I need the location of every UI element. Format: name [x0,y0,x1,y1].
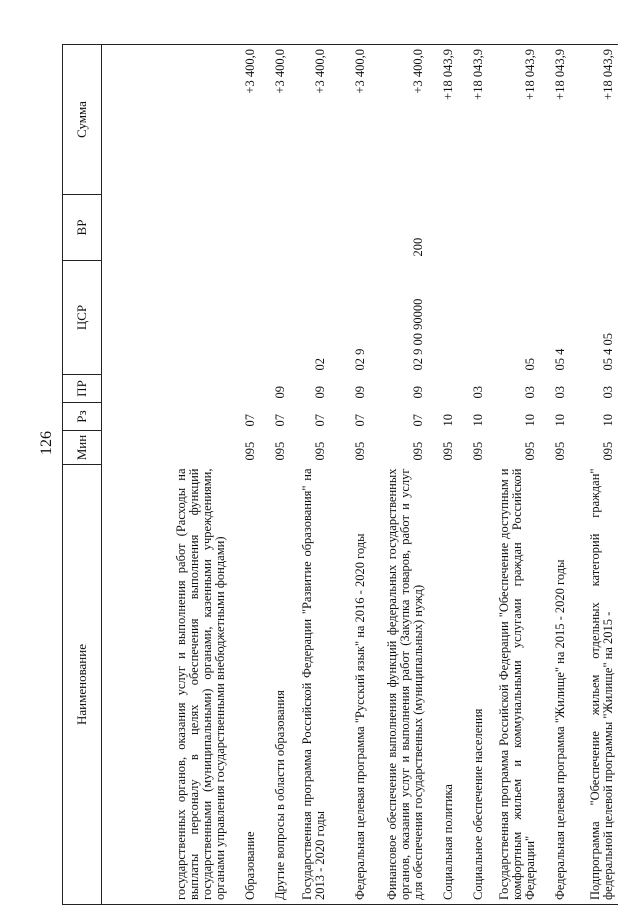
cell-min: 095 [411,441,426,461]
header-min: Мин [63,431,102,465]
cell-name: Другие вопросы в области образования [260,465,290,905]
cell-rz: 10 [471,414,486,427]
cell-csr: 02 9 [353,348,368,371]
cell-sum: +18 043,9 [488,45,540,195]
header-csr: ЦСР [63,261,102,375]
cell-csr: 05 [523,358,538,371]
cell-pr [230,375,260,403]
budget-table [62,44,618,905]
cell-vr [488,195,540,261]
cell-min: 095 [243,441,258,461]
cell-pr: 09 [313,386,328,399]
cell-vr [290,195,330,261]
cell-min: 095 [313,441,328,461]
cell-csr: 02 [313,358,328,371]
cell-pr: 03 [601,386,616,399]
cell-sum: +3 400,0 [370,45,428,195]
header-sum: Сумма [63,45,102,195]
cell-name: Федеральная целевая программа "Русский язык" на 2016 - 2020 годы [330,465,370,905]
cell-rz: 10 [441,414,456,427]
header-rz: Рз [63,403,102,431]
cell-vr [230,195,260,261]
cell-min: 095 [523,441,538,461]
cell-name: Социальная политика [428,465,458,905]
cell-vr [428,195,458,261]
cell-vr [330,195,370,261]
cell-rz: 07 [411,414,426,427]
rotated-page-content [62,45,622,905]
table-row [458,45,488,905]
cell-pr: 09 [353,386,368,399]
cell-sum: +18 043,9 [570,45,618,195]
cell-pr: 03 [553,386,568,399]
table-row [370,45,428,905]
header-name: Наименование [63,465,102,905]
cell-min [102,431,230,465]
cell-sum: +3 400,0 [260,45,290,195]
cell-csr [102,261,230,375]
cell-pr [102,375,230,403]
cell-vr [540,195,570,261]
cell-pr: 09 [273,386,288,399]
table-row [488,45,540,905]
cell-name: Федеральная целевая программа "Жилище" на 2015 - 2020 годы [540,465,570,905]
cell-min: 095 [441,441,456,461]
cell-vr [458,195,488,261]
cell-name: Финансовое обеспечение выполнения функций федеральных государственных органов, оказания услуг и выполнения работ (Закупка товаров, работ и услуг для обеспечения государственных (муниципальных) нужд) [370,465,428,905]
table-header-row [63,45,102,905]
cell-sum: +3 400,0 [290,45,330,195]
cell-min: 095 [471,441,486,461]
cell-min: 095 [353,441,368,461]
cell-pr [428,375,458,403]
cell-min: 095 [601,441,616,461]
table-body [102,45,618,905]
cell-rz: 07 [353,414,368,427]
cell-rz: 07 [243,414,258,427]
table-row [230,45,260,905]
cell-csr: 05 4 05 [601,333,616,371]
page-number: 126 [38,431,55,455]
cell-sum: +18 043,9 [540,45,570,195]
table-row [428,45,458,905]
table-row [290,45,330,905]
cell-sum: +18 043,9 [428,45,458,195]
cell-vr [102,195,230,261]
cell-rz [102,403,230,431]
cell-sum: +3 400,0 [230,45,260,195]
cell-name: государственных органов, оказания услуг и выполнения работ (Расходы на выплаты персоналу в целях обеспечения выполнения функций государственными (муниципальными) органами, казенными учреждениями, органами управления государственными внебюджетными фондами) [102,465,230,905]
cell-min: 095 [553,441,568,461]
cell-csr: 02 9 00 90000 [411,298,426,371]
cell-vr: 200 [411,237,426,257]
cell-vr [260,195,290,261]
cell-rz: 10 [553,414,568,427]
cell-csr [230,261,260,375]
cell-sum: +3 400,0 [330,45,370,195]
cell-name: Государственная программа Российской Федерации "Развитие образования" на 2013 - 2020 годы [290,465,330,905]
cell-csr: 05 4 [553,348,568,371]
cell-vr [570,195,618,261]
cell-name: Образование [230,465,260,905]
cell-pr: 03 [523,386,538,399]
table-row [570,45,618,905]
header-pr: ПР [63,375,102,403]
table-row [102,45,230,905]
cell-csr [458,261,488,375]
cell-csr [260,261,290,375]
cell-sum: +18 043,9 [458,45,488,195]
cell-csr [428,261,458,375]
table-row [260,45,290,905]
header-vr: ВР [63,195,102,261]
cell-rz: 10 [523,414,538,427]
cell-min: 095 [273,441,288,461]
cell-rz: 07 [273,414,288,427]
cell-name: Социальное обеспечение населения [458,465,488,905]
cell-rz: 10 [601,414,616,427]
cell-name: Государственная программа Российской Федерации "Обеспечение доступным и комфортным жильем и коммунальными услугами граждан Российской Федерации" [488,465,540,905]
cell-rz: 07 [313,414,328,427]
cell-pr: 09 [411,386,426,399]
cell-sum [102,45,230,195]
table-row [330,45,370,905]
cell-name: Подпрограмма "Обеспечение жильем отдельных категорий граждан" федеральной целевой программы "Жилище" на 2015 - [570,465,618,905]
cell-pr: 03 [471,386,486,399]
table-row [540,45,570,905]
